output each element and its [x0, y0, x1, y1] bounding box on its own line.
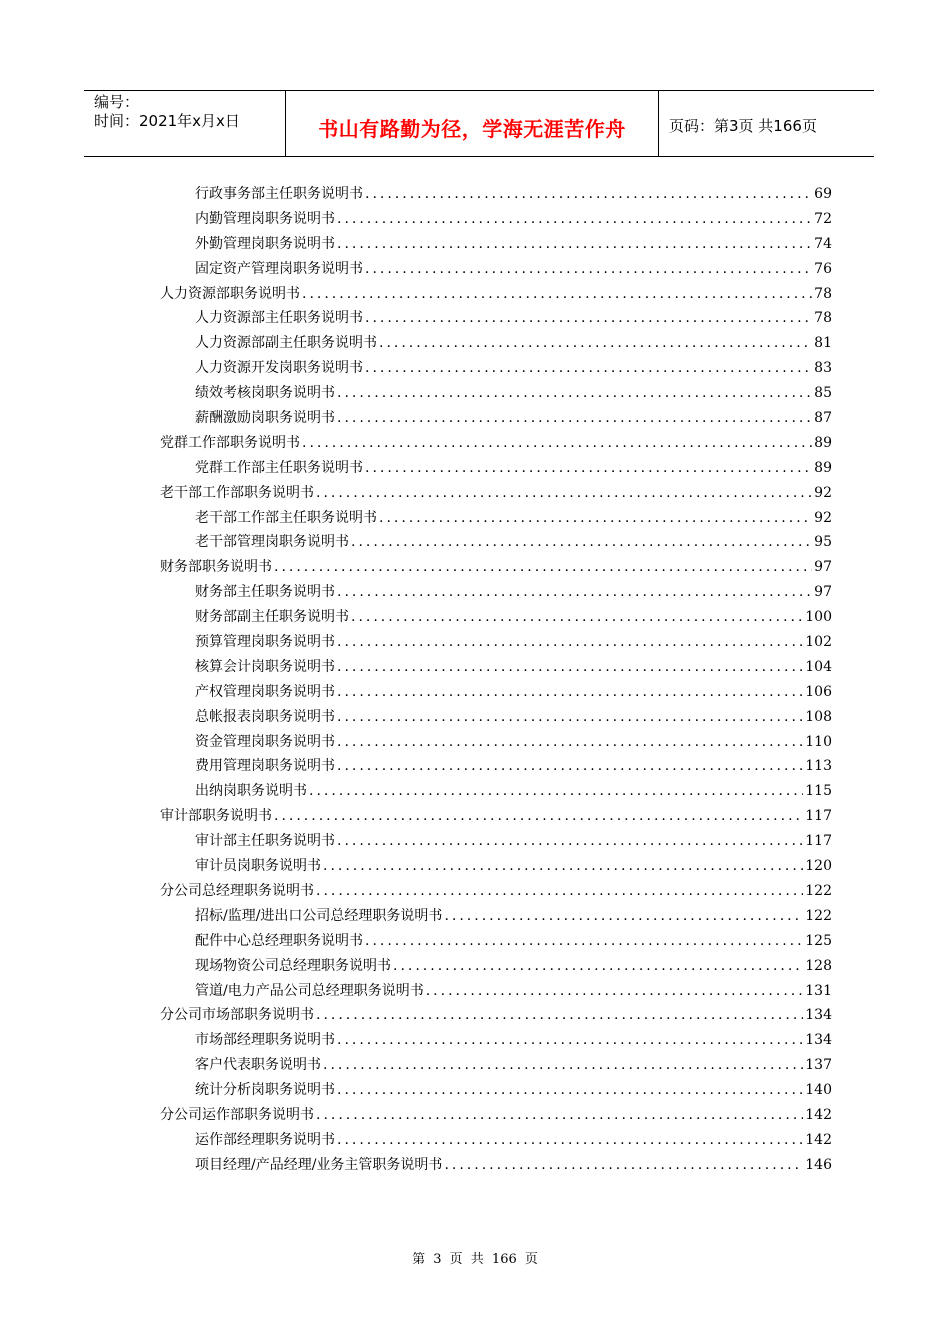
toc-entry-page-number: 142 [805, 1106, 832, 1123]
toc-leader-dots [316, 481, 812, 506]
toc-entry-title: 分公司运作部职务说明书 [160, 1106, 314, 1123]
toc-entry-page-number: 115 [805, 783, 832, 800]
toc-leader-dots [316, 1103, 803, 1128]
toc-entry-page-number: 128 [805, 957, 832, 974]
toc-entry[interactable] [160, 1153, 832, 1178]
toc-entry-title: 预算管理岗职务说明书 [195, 634, 335, 651]
toc-entry-page-number: 85 [814, 385, 832, 402]
toc-entry-page-number: 95 [814, 534, 832, 551]
toc-entry-title: 财务部职务说明书 [160, 559, 272, 576]
toc-entry[interactable] [160, 182, 832, 207]
toc-entry-page-number: 134 [805, 1032, 832, 1049]
toc-entry-page-number: 87 [814, 410, 832, 427]
toc-entry-title: 内勤管理岗职务说明书 [195, 210, 335, 227]
toc-entry[interactable] [160, 1103, 832, 1128]
toc-entry[interactable] [160, 1053, 832, 1078]
toc-entry-page-number: 78 [814, 310, 832, 327]
toc-entry[interactable] [160, 954, 832, 979]
toc-entry-title: 老干部管理岗职务说明书 [195, 534, 349, 551]
toc-entry-title: 人力资源部副主任职务说明书 [195, 335, 377, 352]
toc-entry-title: 客户代表职务说明书 [195, 1057, 321, 1074]
toc-leader-dots [379, 331, 812, 356]
toc-entry-title: 人力资源部主任职务说明书 [195, 310, 363, 327]
toc-entry-page-number: 110 [805, 733, 832, 750]
toc-entry-title: 财务部副主任职务说明书 [195, 609, 349, 626]
table-of-contents [160, 182, 832, 1178]
header-motto-cell [286, 91, 659, 156]
toc-entry-title: 招标/监理/进出口公司总经理职务说明书 [195, 907, 443, 924]
toc-entry[interactable] [160, 530, 832, 555]
toc-entry-title: 党群工作部职务说明书 [160, 434, 300, 451]
toc-entry-page-number: 102 [805, 634, 832, 651]
toc-leader-dots [337, 232, 812, 257]
toc-leader-dots [337, 630, 803, 655]
toc-entry-page-number: 106 [805, 683, 832, 700]
toc-entry-title: 党群工作部主任职务说明书 [195, 459, 363, 476]
toc-entry-page-number: 117 [805, 808, 832, 825]
toc-entry-title: 总帐报表岗职务说明书 [195, 708, 335, 725]
toc-entry-title: 分公司总经理职务说明书 [160, 882, 314, 899]
toc-entry-page-number: 137 [805, 1057, 832, 1074]
toc-entry-title: 老干部工作部主任职务说明书 [195, 509, 377, 526]
toc-entry[interactable] [160, 680, 832, 705]
toc-entry[interactable] [160, 630, 832, 655]
toc-entry-title: 分公司市场部职务说明书 [160, 1007, 314, 1024]
toc-leader-dots [379, 506, 812, 531]
page-header [84, 90, 874, 157]
toc-entry-page-number: 89 [814, 434, 832, 451]
toc-leader-dots [274, 555, 812, 580]
toc-entry-page-number: 72 [814, 210, 832, 227]
toc-leader-dots [337, 580, 812, 605]
toc-entry[interactable] [160, 381, 832, 406]
toc-entry[interactable] [160, 904, 832, 929]
toc-entry[interactable] [160, 705, 832, 730]
toc-entry[interactable] [160, 1128, 832, 1153]
toc-leader-dots [365, 257, 812, 282]
toc-entry[interactable] [160, 207, 832, 232]
toc-entry-page-number: 134 [805, 1007, 832, 1024]
toc-entry-title: 绩效考核岗职务说明书 [195, 385, 335, 402]
toc-entry[interactable] [160, 1028, 832, 1053]
toc-leader-dots [337, 730, 803, 755]
toc-entry-title: 行政事务部主任职务说明书 [195, 186, 363, 202]
toc-entry[interactable] [160, 979, 832, 1004]
toc-leader-dots [316, 1003, 803, 1028]
toc-entry[interactable] [160, 282, 832, 307]
toc-entry-title: 现场物资公司总经理职务说明书 [195, 957, 391, 974]
toc-entry-page-number: 125 [805, 932, 832, 949]
toc-entry-page-number: 131 [805, 982, 832, 999]
toc-entry-page-number: 140 [805, 1082, 832, 1099]
toc-entry-page-number: 113 [805, 758, 832, 775]
toc-entry-title: 审计部主任职务说明书 [195, 833, 335, 850]
toc-entry[interactable] [160, 232, 832, 257]
toc-entry-page-number: 76 [814, 260, 832, 277]
toc-leader-dots [365, 306, 812, 331]
toc-entry-page-number: 69 [814, 186, 832, 202]
toc-entry-title: 产权管理岗职务说明书 [195, 683, 335, 700]
toc-entry[interactable] [160, 481, 832, 506]
toc-entry-title: 费用管理岗职务说明书 [195, 758, 335, 775]
header-left-cell [84, 91, 286, 156]
toc-entry-title: 运作部经理职务说明书 [195, 1131, 335, 1148]
toc-entry[interactable] [160, 306, 832, 331]
toc-entry-page-number: 92 [814, 509, 832, 526]
toc-entry-page-number: 97 [814, 584, 832, 601]
toc-entry[interactable] [160, 655, 832, 680]
toc-leader-dots [337, 406, 812, 431]
toc-entry-page-number: 89 [814, 459, 832, 476]
toc-entry-page-number: 117 [805, 833, 832, 850]
serial-label: 编号： [94, 93, 140, 111]
toc-entry-title: 审计部职务说明书 [160, 808, 272, 825]
page-info: 页码：第3页 共166页 [669, 117, 817, 135]
toc-entry[interactable] [160, 580, 832, 605]
toc-entry[interactable] [160, 406, 832, 431]
toc-entry-page-number: 92 [814, 484, 832, 501]
toc-entry-page-number: 120 [805, 858, 832, 875]
toc-entry-page-number: 78 [814, 285, 832, 302]
toc-entry-title: 审计员岗职务说明书 [195, 858, 321, 875]
toc-entry-title: 薪酬激励岗职务说明书 [195, 410, 335, 427]
date-line: 时间：2021年x月x日 [94, 112, 240, 130]
toc-entry[interactable] [160, 555, 832, 580]
toc-entry-title: 老干部工作部职务说明书 [160, 484, 314, 501]
toc-leader-dots [274, 804, 803, 829]
toc-entry[interactable] [160, 779, 832, 804]
toc-entry-page-number: 108 [805, 708, 832, 725]
toc-entry-title: 外勤管理岗职务说明书 [195, 235, 335, 252]
toc-entry[interactable] [160, 331, 832, 356]
toc-leader-dots [309, 779, 803, 804]
toc-entry-title: 财务部主任职务说明书 [195, 584, 335, 601]
toc-leader-dots [365, 929, 803, 954]
toc-leader-dots [351, 530, 812, 555]
toc-leader-dots [337, 829, 803, 854]
toc-entry-title: 配件中心总经理职务说明书 [195, 932, 363, 949]
toc-entry[interactable] [160, 1003, 832, 1028]
toc-leader-dots [337, 1078, 803, 1103]
toc-leader-dots [351, 605, 803, 630]
toc-entry-page-number: 146 [805, 1156, 832, 1173]
toc-leader-dots [365, 356, 812, 381]
toc-leader-dots [337, 1028, 803, 1053]
toc-leader-dots [337, 754, 803, 779]
toc-entry[interactable] [160, 829, 832, 854]
toc-entry[interactable] [160, 431, 832, 456]
toc-entry-page-number: 142 [805, 1131, 832, 1148]
toc-leader-dots [337, 207, 812, 232]
toc-entry[interactable] [160, 929, 832, 954]
toc-entry-title: 人力资源开发岗职务说明书 [195, 360, 363, 377]
toc-entry[interactable] [160, 257, 832, 282]
toc-leader-dots [323, 1053, 803, 1078]
toc-leader-dots [337, 381, 812, 406]
toc-entry-page-number: 100 [805, 609, 832, 626]
toc-leader-dots [444, 904, 803, 929]
toc-entry-page-number: 122 [805, 882, 832, 899]
toc-entry-title: 市场部经理职务说明书 [195, 1032, 335, 1049]
header-page-cell [659, 91, 874, 156]
toc-entry-page-number: 122 [805, 907, 832, 924]
toc-leader-dots [323, 854, 803, 879]
toc-entry-page-number: 74 [814, 235, 832, 252]
toc-entry-page-number: 81 [814, 335, 832, 352]
toc-entry[interactable] [160, 730, 832, 755]
toc-leader-dots [337, 705, 803, 730]
toc-leader-dots [316, 879, 803, 904]
toc-entry-title: 统计分析岗职务说明书 [195, 1082, 335, 1099]
toc-entry-title: 核算会计岗职务说明书 [195, 658, 335, 675]
toc-entry-title: 人力资源部职务说明书 [160, 285, 300, 302]
toc-entry-title: 资金管理岗职务说明书 [195, 733, 335, 750]
toc-leader-dots [426, 979, 804, 1004]
toc-entry[interactable] [160, 879, 832, 904]
toc-entry[interactable] [160, 456, 832, 481]
toc-leader-dots [302, 431, 812, 456]
toc-entry[interactable] [160, 605, 832, 630]
toc-leader-dots [337, 1128, 803, 1153]
page-footer: 第 3 页 共 166 页 [412, 1252, 538, 1267]
toc-entry[interactable] [160, 506, 832, 531]
toc-entry-page-number: 83 [814, 360, 832, 377]
toc-entry-title: 固定资产管理岗职务说明书 [195, 260, 363, 277]
toc-leader-dots [444, 1153, 803, 1178]
toc-entry[interactable] [160, 1078, 832, 1103]
toc-leader-dots [365, 182, 812, 207]
toc-entry[interactable] [160, 854, 832, 879]
toc-leader-dots [393, 954, 803, 979]
toc-leader-dots [337, 680, 803, 705]
toc-leader-dots [365, 456, 812, 481]
toc-entry[interactable] [160, 754, 832, 779]
toc-leader-dots [302, 282, 812, 307]
toc-entry-page-number: 97 [814, 559, 832, 576]
toc-entry-title: 管道/电力产品公司总经理职务说明书 [195, 982, 424, 999]
motto-text: 书山有路勤为径，学海无涯苦作舟 [318, 117, 626, 141]
toc-entry-page-number: 104 [805, 658, 832, 675]
toc-entry-title: 出纳岗职务说明书 [195, 783, 307, 800]
toc-leader-dots [337, 655, 803, 680]
toc-entry-title: 项目经理/产品经理/业务主管职务说明书 [195, 1156, 443, 1173]
toc-entry[interactable] [160, 356, 832, 381]
toc-entry[interactable] [160, 804, 832, 829]
